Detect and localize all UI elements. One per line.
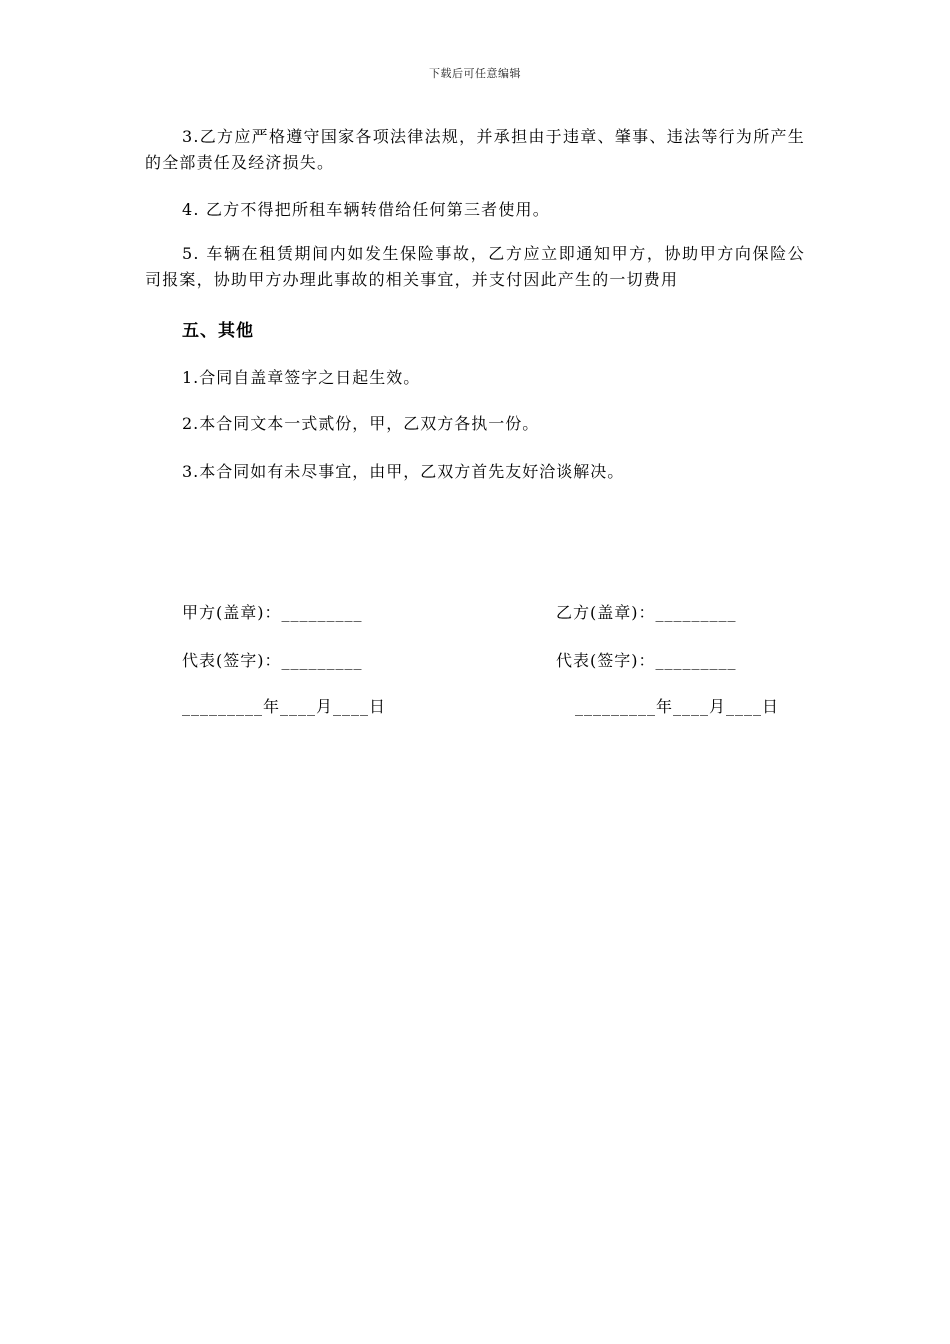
party-b-rep-line: 代表(签字)：_________ — [556, 651, 737, 670]
party-a-rep-line: 代表(签字)：_________ — [182, 651, 363, 670]
party-a-seal-line: 甲方(盖章)：_________ — [182, 603, 363, 622]
clause-3: 3.本合同如有未尽事宜，由甲，乙双方首先友好洽谈解决。 — [182, 462, 625, 481]
party-b-date-line: _________年____月____日 — [575, 697, 780, 716]
duty-item-4: 4. 乙方不得把所租车辆转借给任何第三者使用。 — [182, 200, 550, 219]
section-title-other: 五、其他 — [182, 321, 254, 341]
party-b-seal-line: 乙方(盖章)：_________ — [556, 603, 737, 622]
clause-1: 1.合同自盖章签字之日起生效。 — [182, 368, 421, 387]
clause-2: 2.本合同文本一式贰份，甲，乙双方各执一份。 — [182, 414, 540, 433]
header-note: 下载后可任意编辑 — [429, 67, 521, 80]
party-a-date-line: _________年____月____日 — [182, 697, 387, 716]
duty-item-3: 3.乙方应严格遵守国家各项法律法规，并承担由于违章、肇事、违法等行为所产生的全部责任及经济损失。 — [145, 127, 805, 172]
duty-item-5: 5. 车辆在租赁期间内如发生保险事故，乙方应立即通知甲方，协助甲方向保险公司报案，协助甲方办理此事故的相关事宜，并支付因此产生的一切费用 — [145, 244, 805, 289]
